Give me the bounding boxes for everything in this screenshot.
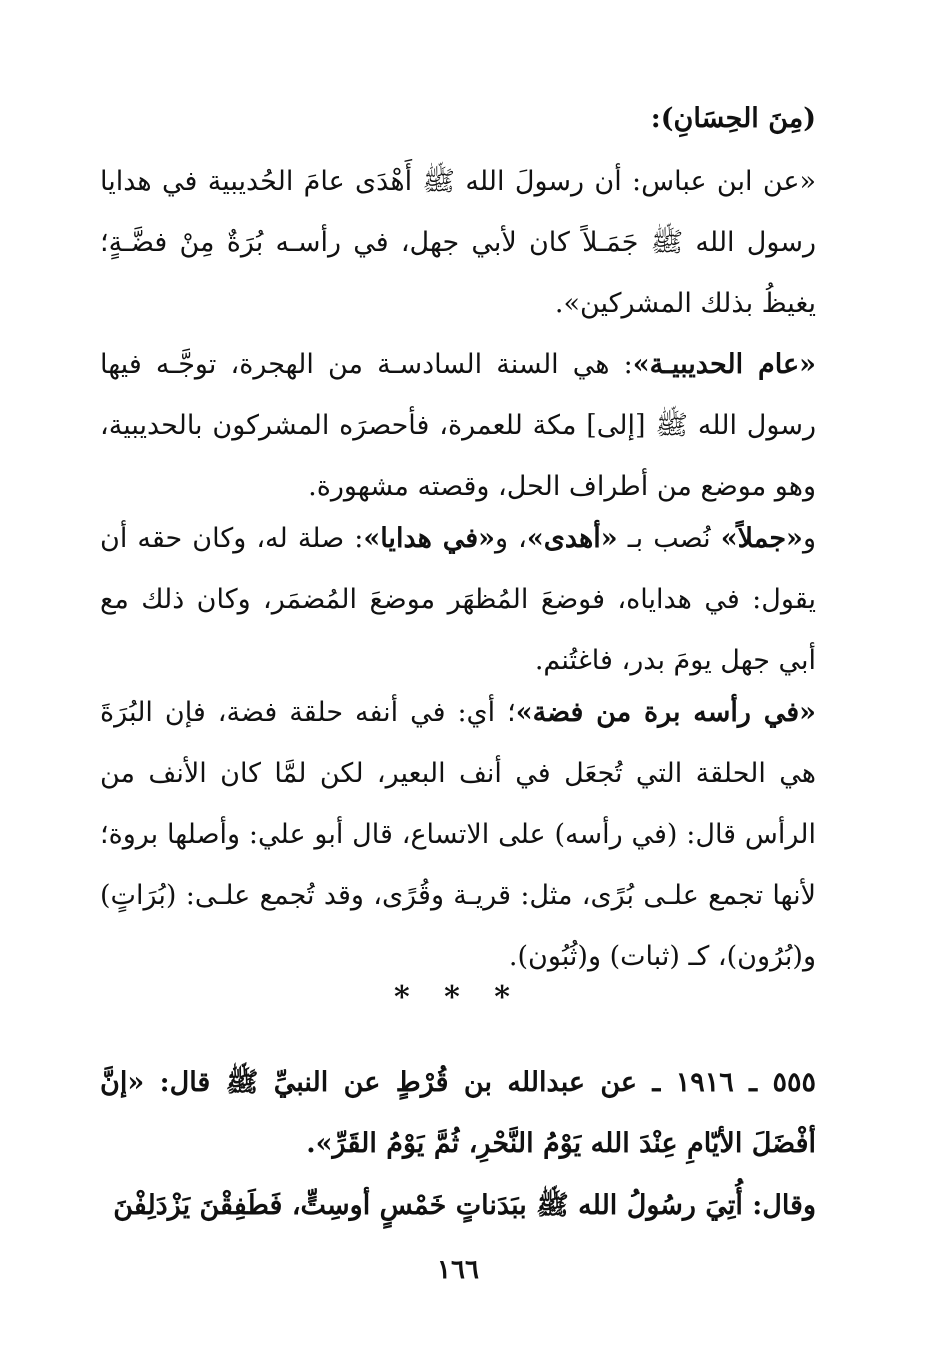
section-heading: (مِنَ الحِسَانِ): bbox=[650, 103, 816, 134]
book-page bbox=[100, 0, 816, 1372]
hadith-continuation-paragraph: وقال: أُتِيَ رسُولُ الله ﷺ ببَدَناتٍ خَمْسٍ أوسِتٍّ، فَطَفِقْنَ يَزْدَلِفْنَ bbox=[113, 1190, 816, 1221]
paragraph-text: : هي السنة السادسـة من الهجرة، توجَّـه فيها رسول الله ﷺ [إلى] مكة للعمرة، فأحصرَه المشركون بالحديبية، وهو موضع من أطراف الحل، وقصته مشهورة. bbox=[100, 349, 816, 502]
paragraph-text: ؛ أي: في أنفه حلقة فضة، فإن البُرَةَ هي الحلقة التي تُجعَل في أنف البعير، لكن لمَّا كان الأنف من الرأس قال: (في رأسه) على الاتساع، قال أبو علي: وأصلها بروة؛ لأنها تجمع علـى بُرًى، مثل: قريـة وقُرًى، وقد تُجمع علـى: (بُرَاتٍ) و(بُرُون)، كـ (ثبات) و(ثُبُون). bbox=[100, 697, 816, 972]
paragraph-text: و bbox=[802, 523, 816, 554]
bold-term: «جملاً» bbox=[720, 523, 803, 554]
commentary-paragraph-hudaybiyyah bbox=[100, 334, 816, 517]
paragraph-text: ، و bbox=[495, 523, 527, 554]
commentary-paragraph-grammar bbox=[100, 508, 816, 691]
bold-term: «أهدى» bbox=[526, 523, 618, 554]
hadith-555-paragraph: ٥٥٥ ـ ١٩١٦ ـ عن عبدالله بن قُرْطٍ عن النبيِّ ﷺ قال: «إنَّ أفْضَلَ الأيّامِ عِنْدَ الله يَوْمُ النَّحْرِ، ثُمَّ يَوْمُ القَرِّ». bbox=[100, 1067, 816, 1159]
page-number: ١٦٦ bbox=[437, 1255, 479, 1285]
bold-term: «عام الحديبيـة» bbox=[632, 349, 816, 380]
commentary-paragraph-burah bbox=[100, 682, 816, 987]
hadith-paragraph: «عن ابن عباس: أن رسولَ الله ﷺ أَهْدَى عامَ الحُديبية في هدايا رسول الله ﷺ جَمَـلاً كان لأبي جهل، في رأسـه بُرَةٌ مِنْ فضَّـةٍ؛ يغيظُ بذلك المشركين». bbox=[100, 166, 816, 319]
bold-term: «في رأسه برة من فضة» bbox=[515, 697, 816, 728]
paragraph-text: : صلة له، وكان حقه أن يقول: في هداياه، فوضعَ المُظهَر موضعَ المُضمَر، وكان ذلك مع أبي جهل يومَ بدر، فاغتُنم. bbox=[100, 523, 816, 676]
paragraph-text: نُصب بـ bbox=[617, 523, 721, 554]
bold-term: «في هدايا» bbox=[363, 523, 496, 554]
section-separator: * * * bbox=[394, 980, 522, 1015]
